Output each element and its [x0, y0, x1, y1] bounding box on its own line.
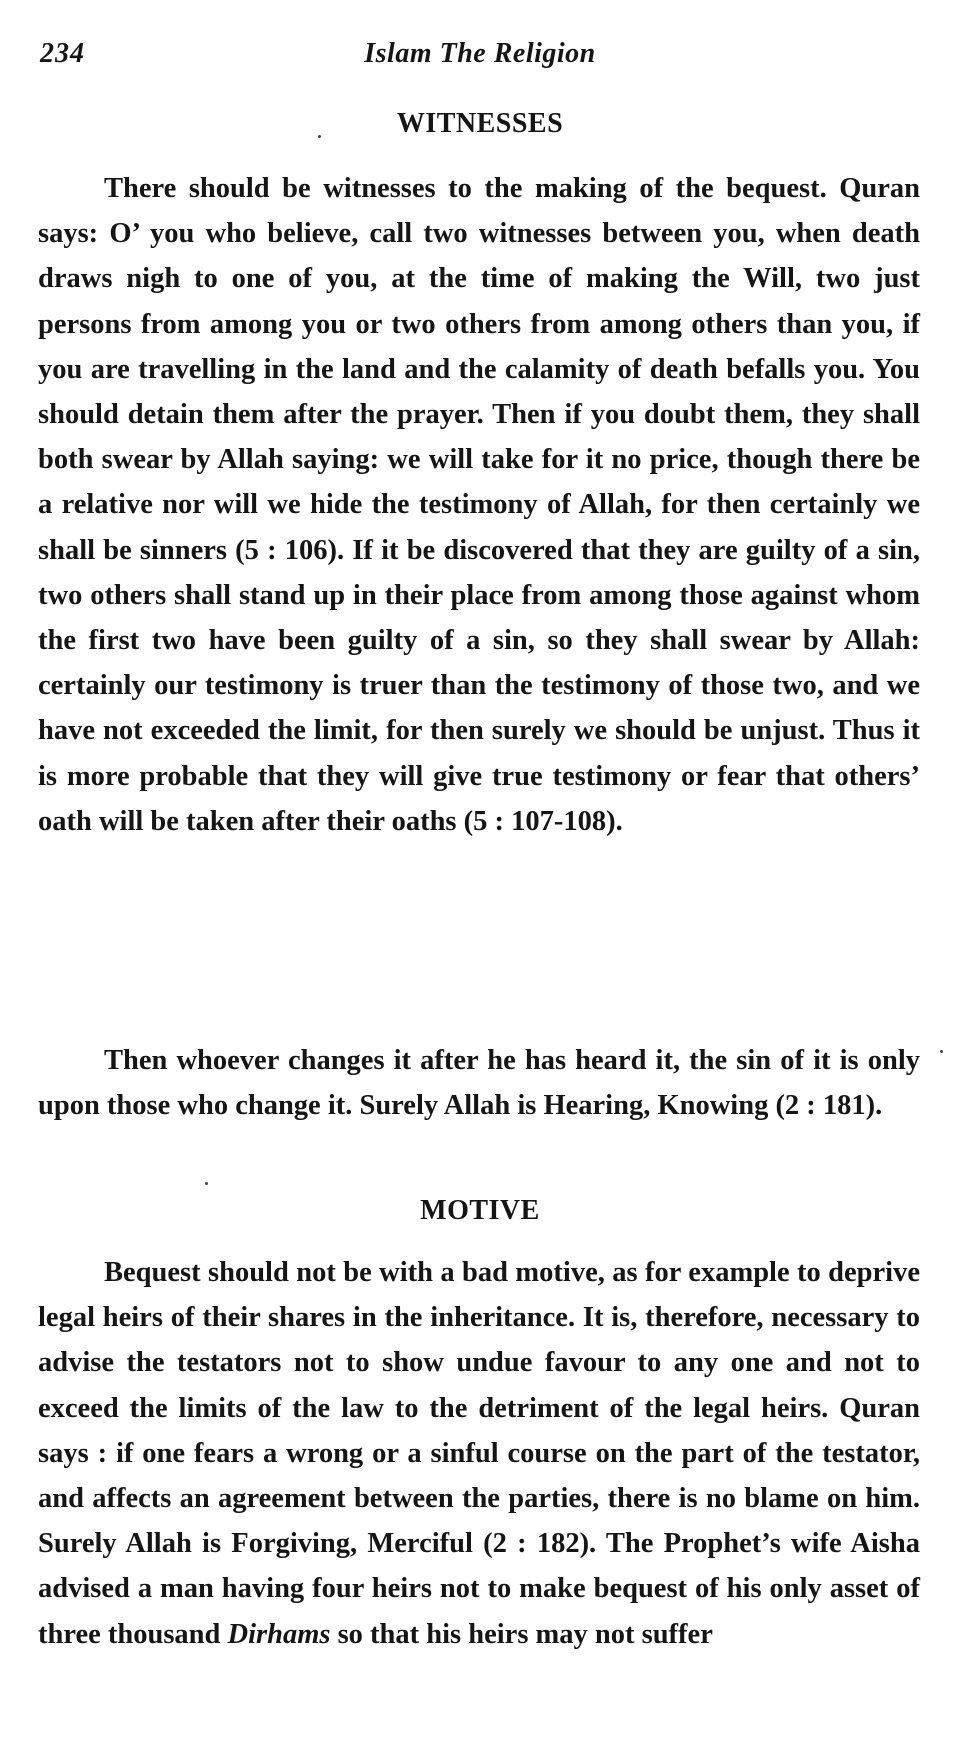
scan-speck	[205, 1182, 208, 1185]
section-heading-motive: MOTIVE	[420, 1195, 540, 1226]
book-title: Islam The Religion	[364, 38, 596, 69]
scan-speck	[318, 135, 321, 138]
running-head	[40, 38, 920, 78]
paragraph-motive-1: Bequest should not be with a bad motive, as for example to deprive legal heirs of their shares in the inheritance. It is, therefore, necessary to advise the testators not to show undue favour to any one and not to exceed the limits of the law to the detriment of the legal heirs. Quran says : if one fears a wrong or a sinful course on the part of the testator, and affects an agreement between the parties, there is no blame on him. Surely Allah is Forgiving, Merciful (2 : 182). The Prophet’s wife Aisha advised a man having four heirs not to make bequest of his only asset of three thousand Dirhams so that his heirs may not suffer	[38, 1257, 920, 1650]
italic-term: Dirhams	[227, 1618, 331, 1650]
scan-speck	[940, 1050, 943, 1053]
page-number: 234	[40, 38, 85, 69]
paragraph-witnesses-2: Then whoever changes it after he has heard it, the sin of it is only upon those who change it. Surely Allah is Hearing, Knowing (2 : 181).	[38, 1045, 920, 1122]
paragraph-witnesses-1: There should be witnesses to the making of the bequest. Quran says: O’ you who believe, call two witnesses between you, when death draws nigh to one of you, at the time of making the Will, two just persons from among you or two others from among others than you, if you are travelling in the land and the calamity of death befalls you. You should detain them after the prayer. Then if you doubt them, they shall both swear by Allah saying: we will take for it no price, though there be a relative nor will we hide the testimony of Allah, for then certainly we shall be sinners (5 : 106). If it be discovered that they are guilty of a sin, two others shall stand up in their place from among those against whom the first two have been guilty of a sin, so they shall swear by Allah: certainly our testimony is truer than the testimony of those two, and we have not exceeded the limit, for then surely we should be unjust. Thus it is more probable that they will give true testimony or fear that others’ oath will be taken after their oaths (5 : 107-108).	[38, 173, 920, 837]
section-heading-witnesses: WITNESSES	[396, 108, 564, 139]
